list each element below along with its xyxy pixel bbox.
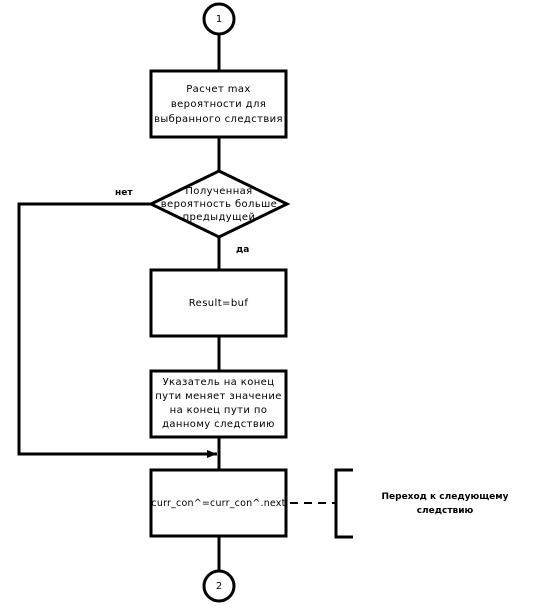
end-connector-label: 2 — [215, 580, 223, 592]
start-connector-label: 1 — [215, 13, 223, 25]
decision-text — [151, 172, 287, 236]
pointer-line-2: пути меняет значение — [155, 391, 282, 402]
calc-max-line-3: выбранного следствия — [154, 113, 283, 125]
pointer-line-4: данному следствию — [162, 419, 275, 430]
pointer-line-1: Указатель на конец — [162, 377, 275, 388]
decision-line-2: вероятность больше — [160, 198, 278, 210]
curr-text — [151, 470, 286, 536]
curr-label: curr_con^=curr_con^.next — [151, 497, 286, 509]
yes-label: да — [236, 245, 250, 255]
decision-line-3: предыдущей — [182, 211, 256, 223]
comment-line-2: следствию — [416, 506, 474, 516]
result-label: Result=buf — [188, 297, 249, 309]
comment-note — [370, 490, 520, 518]
no-label: нет — [115, 188, 133, 198]
result-text — [151, 270, 286, 336]
calc-max-line-2: вероятности для — [170, 98, 267, 110]
pointer-text — [151, 371, 286, 437]
calc-max-text — [151, 71, 286, 137]
comment-bracket — [336, 470, 353, 537]
calc-max-line-1: Расчет max — [186, 83, 251, 95]
decision-line-1: Полученная — [185, 185, 253, 197]
comment-line-1: Переход к следующему — [381, 492, 509, 502]
pointer-line-3: на конец пути по — [169, 405, 268, 416]
